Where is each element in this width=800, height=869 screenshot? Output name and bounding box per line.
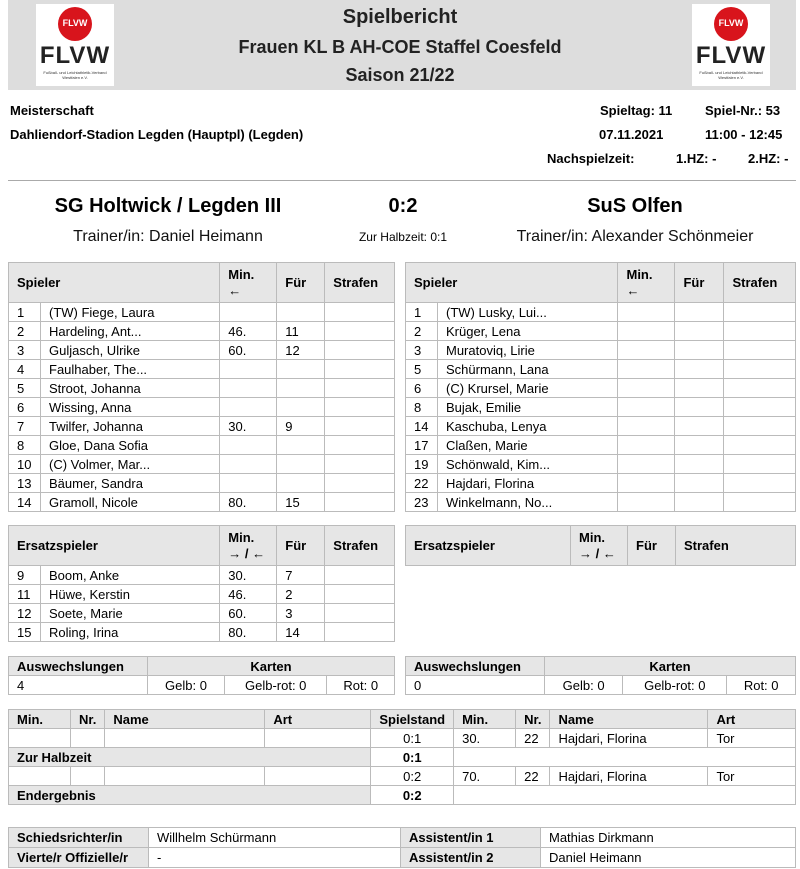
fourth-official-label: Vierte/r Offizielle/r <box>9 848 149 868</box>
player-for <box>675 493 724 512</box>
goal-score: 0:2 <box>371 767 454 786</box>
column-header-for: Für <box>675 263 724 303</box>
yellow-red-cards: Gelb-rot: 0 <box>623 676 727 695</box>
goal-minute: 70. <box>454 767 516 786</box>
substitutions-count: 4 <box>9 676 148 695</box>
goal-row <box>9 729 796 748</box>
player-penalties <box>325 585 395 604</box>
assistant1-name: Mathias Dirkmann <box>541 828 796 848</box>
column-header-min: Min. → / ← <box>220 526 277 566</box>
player-penalties <box>325 341 395 360</box>
player-minute: 30. <box>220 566 277 585</box>
player-row <box>406 360 796 379</box>
column-header-penalties: Strafen <box>325 263 395 303</box>
halftime-row-score: 0:1 <box>371 748 454 767</box>
player-minute <box>220 379 277 398</box>
player-penalties <box>724 360 796 379</box>
away-subs-table <box>405 525 796 566</box>
logo-wordmark: FLVW <box>695 42 767 69</box>
substitutions-label: Auswechslungen <box>9 657 148 676</box>
player-row <box>406 322 796 341</box>
goals-header-name: Name <box>550 710 708 729</box>
player-for <box>277 360 325 379</box>
player-name: Hajdari, Florina <box>438 474 618 493</box>
player-number: 5 <box>406 360 438 379</box>
player-row <box>406 341 796 360</box>
assistant2-name: Daniel Heimann <box>541 848 796 868</box>
goals-header-nr: Nr. <box>71 710 105 729</box>
halftime-score: Zur Halbzeit: 0:1 <box>358 230 448 244</box>
match-date: 07.11.2021 <box>599 127 664 142</box>
player-row <box>9 322 395 341</box>
player-minute <box>618 417 675 436</box>
home-summary-table <box>8 656 395 695</box>
player-minute <box>618 341 675 360</box>
player-name: Gloe, Dana Sofia <box>41 436 220 455</box>
referee-name: Willhelm Schürmann <box>149 828 401 848</box>
yellow-cards: Gelb: 0 <box>148 676 225 695</box>
extra-time-label: Nachspielzeit: <box>547 151 635 166</box>
player-row <box>9 604 395 623</box>
extra-time-second-half: 2.HZ: - <box>748 151 789 166</box>
player-minute <box>618 398 675 417</box>
yellow-red-cards: Gelb-rot: 0 <box>224 676 326 695</box>
player-number: 3 <box>9 341 41 360</box>
red-cards: Rot: 0 <box>727 676 796 695</box>
player-row <box>406 379 796 398</box>
player-number: 1 <box>406 303 438 322</box>
player-row <box>9 585 395 604</box>
player-row <box>9 455 395 474</box>
goals-header-type: Art <box>265 710 371 729</box>
home-team: SG Holtwick / Legden III <box>54 195 282 217</box>
player-name: Gramoll, Nicole <box>41 493 220 512</box>
player-penalties <box>325 604 395 623</box>
assistant2-label: Assistent/in 2 <box>401 848 541 868</box>
player-minute: 30. <box>220 417 277 436</box>
player-minute: 46. <box>220 585 277 604</box>
player-name: Bäumer, Sandra <box>41 474 220 493</box>
player-number: 2 <box>406 322 438 341</box>
player-row <box>406 474 796 493</box>
player-penalties <box>724 474 796 493</box>
player-for <box>675 379 724 398</box>
column-header-min: Min. ← <box>618 263 675 303</box>
player-name: (TW) Lusky, Lui... <box>438 303 618 322</box>
season: Saison 21/22 <box>345 65 455 85</box>
player-row <box>9 493 395 512</box>
player-for <box>675 417 724 436</box>
extra-time-first-half: 1.HZ: - <box>676 151 717 166</box>
player-row <box>9 436 395 455</box>
player-minute <box>618 436 675 455</box>
goals-header-score: Spielstand <box>371 710 454 729</box>
player-penalties <box>325 417 395 436</box>
player-number: 8 <box>9 436 41 455</box>
horse-emblem-icon: FLVW <box>714 7 748 41</box>
player-number: 22 <box>406 474 438 493</box>
player-number: 17 <box>406 436 438 455</box>
player-name: Winkelmann, No... <box>438 493 618 512</box>
player-row <box>406 493 796 512</box>
goal-row <box>9 767 796 786</box>
player-row <box>406 398 796 417</box>
player-name: Roling, Irina <box>41 623 220 642</box>
player-penalties <box>724 398 796 417</box>
player-number: 1 <box>9 303 41 322</box>
player-row <box>9 417 395 436</box>
player-penalties <box>325 436 395 455</box>
player-minute <box>618 360 675 379</box>
player-for: 7 <box>277 566 325 585</box>
officials-table <box>8 827 796 868</box>
column-header-player: Spieler <box>9 263 220 303</box>
player-name: Wissing, Anna <box>41 398 220 417</box>
player-minute: 80. <box>220 623 277 642</box>
final-row-score: 0:2 <box>371 786 454 805</box>
player-penalties <box>724 379 796 398</box>
player-for <box>277 379 325 398</box>
player-row <box>406 417 796 436</box>
player-name: Claßen, Marie <box>438 436 618 455</box>
player-minute <box>618 303 675 322</box>
player-name: Hüwe, Kerstin <box>41 585 220 604</box>
column-header-player: Spieler <box>406 263 618 303</box>
competition: Meisterschaft <box>10 103 94 118</box>
player-row <box>9 623 395 642</box>
player-name: Guljasch, Ulrike <box>41 341 220 360</box>
player-number: 7 <box>9 417 41 436</box>
player-row <box>9 379 395 398</box>
player-number: 14 <box>406 417 438 436</box>
player-number: 10 <box>9 455 41 474</box>
player-for <box>675 474 724 493</box>
fourth-official-name: - <box>149 848 401 868</box>
player-for <box>675 341 724 360</box>
player-penalties <box>325 379 395 398</box>
goal-score: 0:1 <box>371 729 454 748</box>
assistant1-label: Assistent/in 1 <box>401 828 541 848</box>
home-subs-table <box>8 525 395 642</box>
match-time: 11:00 - 12:45 <box>705 127 783 142</box>
goal-type: Tor <box>708 767 796 786</box>
player-penalties <box>724 322 796 341</box>
column-header-for: Für <box>628 526 676 566</box>
player-penalties <box>325 303 395 322</box>
goal-minute: 30. <box>454 729 516 748</box>
player-for: 12 <box>277 341 325 360</box>
cards-label: Karten <box>148 657 395 676</box>
player-for <box>277 436 325 455</box>
player-name: Boom, Anke <box>41 566 220 585</box>
player-number: 2 <box>9 322 41 341</box>
player-name: Schürmann, Lana <box>438 360 618 379</box>
player-row <box>9 474 395 493</box>
home-lineup-table <box>8 262 395 512</box>
goals-header-min: Min. <box>9 710 71 729</box>
player-number: 14 <box>9 493 41 512</box>
player-penalties <box>724 341 796 360</box>
player-number: 19 <box>406 455 438 474</box>
goals-header-name: Name <box>105 710 265 729</box>
column-header-penalties: Strafen <box>325 526 395 566</box>
player-row <box>9 360 395 379</box>
player-for <box>675 455 724 474</box>
player-for: 11 <box>277 322 325 341</box>
player-number: 6 <box>9 398 41 417</box>
final-row-label: Endergebnis <box>9 786 371 805</box>
logo-subtitle: Fußball- und Leichtathletik-Verband Westfalen e.V. <box>699 70 763 80</box>
logo-subtitle: Fußball- und Leichtathletik-Verband Westfalen e.V. <box>43 70 107 80</box>
player-minute <box>220 474 277 493</box>
player-for <box>675 436 724 455</box>
player-minute <box>618 474 675 493</box>
player-name: Stroot, Johanna <box>41 379 220 398</box>
player-minute: 60. <box>220 604 277 623</box>
player-number: 13 <box>9 474 41 493</box>
player-penalties <box>724 417 796 436</box>
player-name: Schönwald, Kim... <box>438 455 618 474</box>
column-header-min: Min. ← <box>220 263 277 303</box>
player-penalties <box>325 493 395 512</box>
player-row <box>9 341 395 360</box>
column-header-subs: Ersatzspieler <box>9 526 220 566</box>
column-header-penalties: Strafen <box>676 526 796 566</box>
goals-header-nr: Nr. <box>516 710 550 729</box>
player-number: 5 <box>9 379 41 398</box>
player-number: 6 <box>406 379 438 398</box>
player-minute <box>618 493 675 512</box>
goals-header-min: Min. <box>454 710 516 729</box>
player-minute <box>618 455 675 474</box>
player-name: Faulhaber, The... <box>41 360 220 379</box>
player-minute <box>618 322 675 341</box>
divider <box>8 180 796 181</box>
away-summary-table <box>405 656 796 695</box>
away-trainer: Trainer/in: Alexander Schönmeier <box>516 228 754 245</box>
player-number: 23 <box>406 493 438 512</box>
home-trainer: Trainer/in: Daniel Heimann <box>73 228 263 245</box>
player-for <box>277 455 325 474</box>
match-number: Spiel-Nr.: 53 <box>705 103 781 118</box>
player-number: 3 <box>406 341 438 360</box>
page-title: Spielbericht <box>342 6 458 28</box>
player-penalties <box>325 455 395 474</box>
away-team: SuS Olfen <box>587 195 683 217</box>
logo-wordmark: FLVW <box>39 42 111 69</box>
player-name: Muratoviq, Lirie <box>438 341 618 360</box>
player-minute <box>220 436 277 455</box>
player-minute: 60. <box>220 341 277 360</box>
red-cards: Rot: 0 <box>327 676 395 695</box>
substitutions-count: 0 <box>406 676 545 695</box>
player-name: Krüger, Lena <box>438 322 618 341</box>
player-penalties <box>724 303 796 322</box>
player-name: Kaschuba, Lenya <box>438 417 618 436</box>
player-for <box>675 303 724 322</box>
player-minute <box>618 379 675 398</box>
player-for <box>277 398 325 417</box>
player-number: 12 <box>9 604 41 623</box>
league-name: Frauen KL B AH-COE Staffel Coesfeld <box>238 37 562 57</box>
player-name: (C) Volmer, Mar... <box>41 455 220 474</box>
column-header-penalties: Strafen <box>724 263 796 303</box>
player-for <box>277 303 325 322</box>
player-penalties <box>325 322 395 341</box>
player-row <box>406 436 796 455</box>
goal-number: 22 <box>516 729 550 748</box>
player-for: 3 <box>277 604 325 623</box>
column-header-subs: Ersatzspieler <box>406 526 571 566</box>
player-number: 9 <box>9 566 41 585</box>
player-minute <box>220 360 277 379</box>
goals-table <box>8 709 796 805</box>
yellow-cards: Gelb: 0 <box>545 676 623 695</box>
horse-emblem-icon: FLVW <box>58 7 92 41</box>
player-for <box>675 360 724 379</box>
player-penalties <box>724 436 796 455</box>
player-for: 9 <box>277 417 325 436</box>
goals-header-type: Art <box>708 710 796 729</box>
player-row <box>9 303 395 322</box>
goal-scorer: Hajdari, Florina <box>550 767 708 786</box>
player-penalties <box>724 455 796 474</box>
player-minute <box>220 398 277 417</box>
player-name: Hardeling, Ant... <box>41 322 220 341</box>
player-minute: 46. <box>220 322 277 341</box>
player-number: 8 <box>406 398 438 417</box>
player-penalties <box>325 474 395 493</box>
column-header-min: Min. → / ← <box>571 526 628 566</box>
player-number: 15 <box>9 623 41 642</box>
goal-scorer: Hajdari, Florina <box>550 729 708 748</box>
column-header-for: Für <box>277 263 325 303</box>
column-header-for: Für <box>277 526 325 566</box>
player-for <box>675 322 724 341</box>
player-minute <box>220 303 277 322</box>
venue: Dahliendorf-Stadion Legden (Hauptpl) (Legden) <box>10 127 304 142</box>
player-name: (C) Krursel, Marie <box>438 379 618 398</box>
player-name: Twilfer, Johanna <box>41 417 220 436</box>
player-name: Soete, Marie <box>41 604 220 623</box>
halftime-row-label: Zur Halbzeit <box>9 748 371 767</box>
player-number: 4 <box>9 360 41 379</box>
player-row <box>9 398 395 417</box>
player-penalties <box>325 566 395 585</box>
player-row <box>9 566 395 585</box>
goal-number: 22 <box>516 767 550 786</box>
player-penalties <box>325 398 395 417</box>
player-for <box>277 474 325 493</box>
player-number: 11 <box>9 585 41 604</box>
player-name: Bujak, Emilie <box>438 398 618 417</box>
player-for: 2 <box>277 585 325 604</box>
matchday: Spieltag: 11 <box>600 103 673 118</box>
final-score: 0:2 <box>388 195 418 217</box>
goal-type: Tor <box>708 729 796 748</box>
player-for: 14 <box>277 623 325 642</box>
referee-label: Schiedsrichter/in <box>9 828 149 848</box>
player-minute <box>220 455 277 474</box>
cards-label: Karten <box>545 657 796 676</box>
player-row <box>406 455 796 474</box>
player-row <box>406 303 796 322</box>
player-penalties <box>325 360 395 379</box>
away-lineup-table <box>405 262 796 512</box>
player-minute: 80. <box>220 493 277 512</box>
player-for <box>675 398 724 417</box>
substitutions-label: Auswechslungen <box>406 657 545 676</box>
player-penalties <box>724 493 796 512</box>
player-for: 15 <box>277 493 325 512</box>
player-penalties <box>325 623 395 642</box>
player-name: (TW) Fiege, Laura <box>41 303 220 322</box>
